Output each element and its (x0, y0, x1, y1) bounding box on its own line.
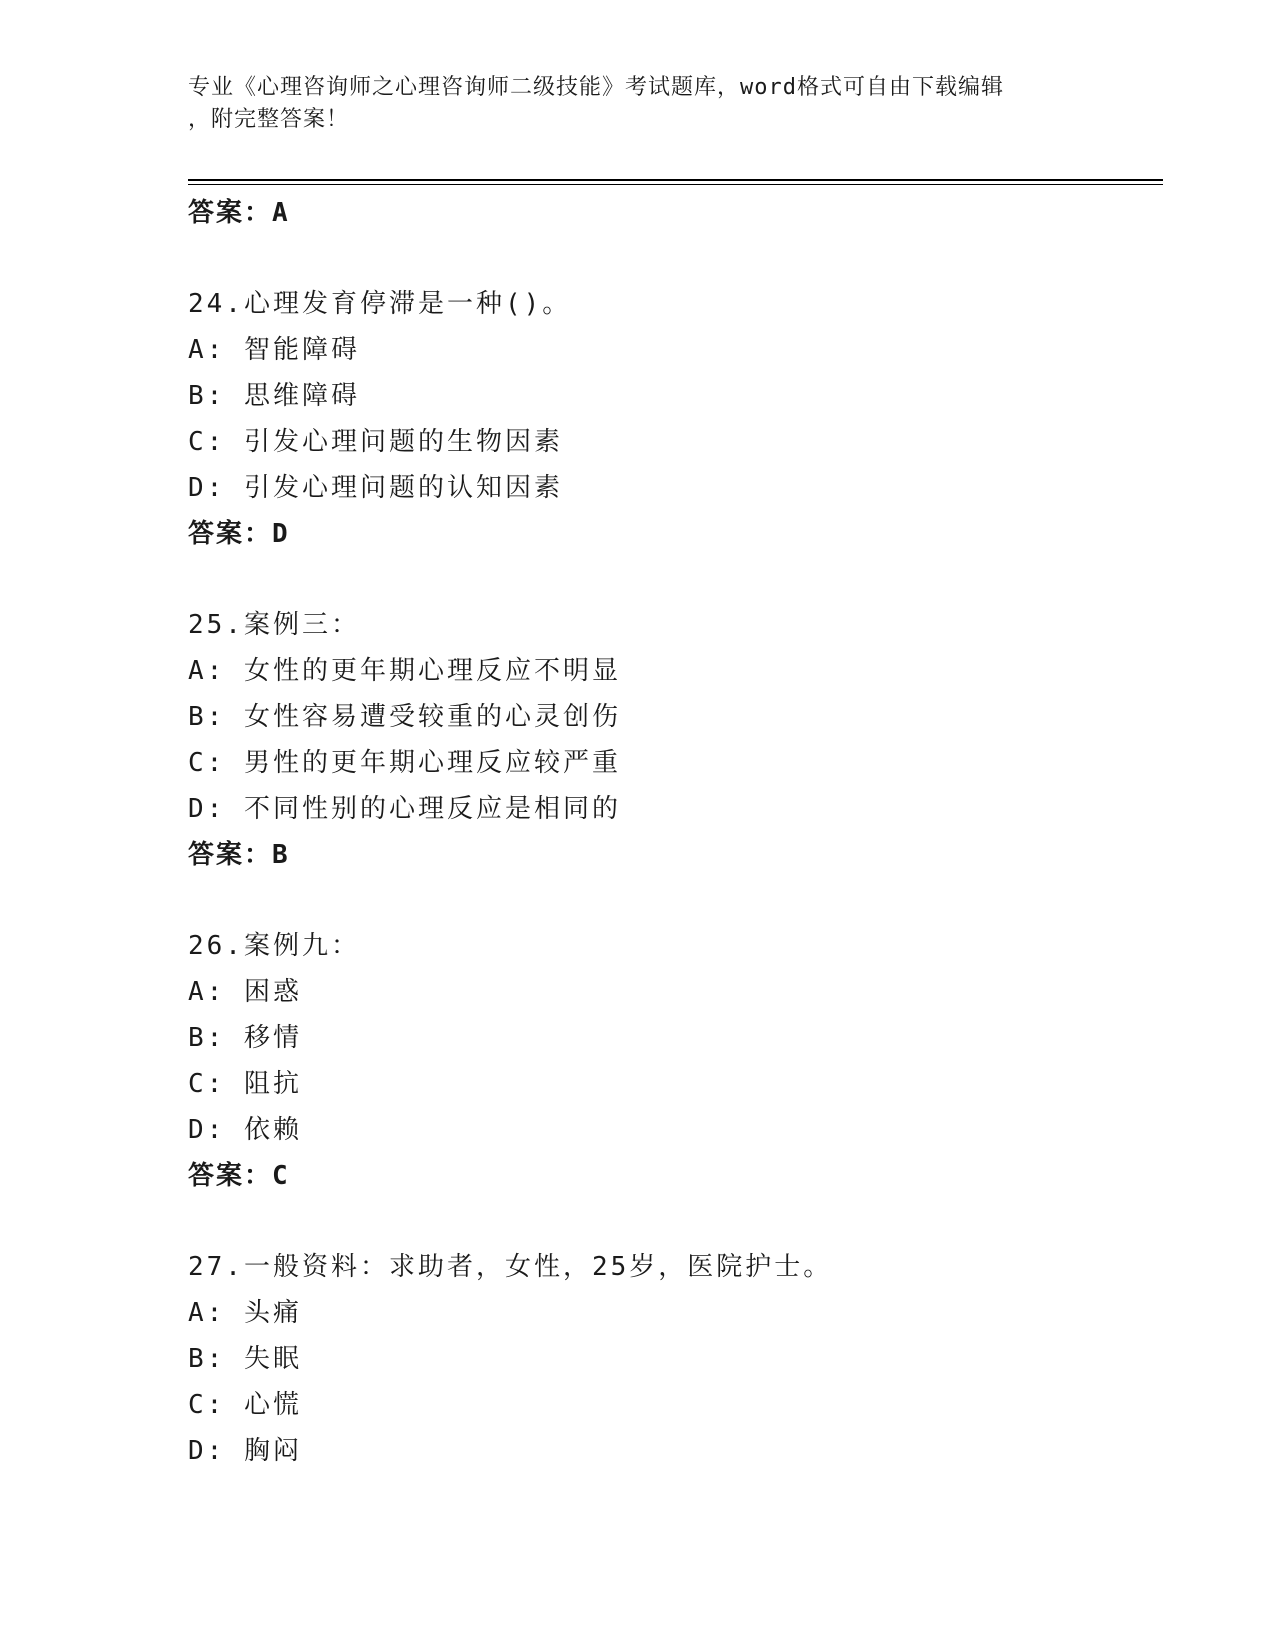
option-a: A: 女性的更年期心理反应不明显 (188, 656, 621, 686)
option-a: A: 智能障碍 (188, 335, 360, 365)
option-d: D: 不同性别的心理反应是相同的 (188, 794, 621, 824)
option-c: C: 阻抗 (188, 1069, 302, 1099)
option-d: D: 胸闷 (188, 1436, 302, 1466)
answer-line (188, 832, 1163, 878)
answer-value: B (272, 840, 290, 870)
answer-label: 答案： (188, 840, 273, 870)
option-b: B: 失眠 (188, 1344, 302, 1374)
question-stem: 24.心理发育停滞是一种()。 (188, 289, 572, 319)
header-divider-thin (188, 184, 1163, 185)
option-c: C: 男性的更年期心理反应较严重 (188, 748, 621, 778)
question-stem: 26.案例九： (188, 931, 360, 961)
answer-line (188, 511, 1163, 557)
option-b: B: 思维障碍 (188, 381, 360, 411)
option-b: B: 女性容易遭受较重的心灵创伤 (188, 702, 621, 732)
option-b: B: 移情 (188, 1023, 302, 1053)
header-line-1: 专业《心理咨询师之心理咨询师二级技能》考试题库，word格式可自由下载编辑 (188, 75, 1004, 100)
question-stem: 25.案例三： (188, 610, 360, 640)
header-line-2: ，附完整答案！ (188, 107, 350, 132)
answer-value: A (272, 198, 290, 228)
question-list (188, 190, 1163, 1474)
answer-value: D (272, 519, 290, 549)
answer-value: C (272, 1161, 290, 1191)
option-c: C: 心慌 (188, 1390, 302, 1420)
answer-label: 答案： (188, 1161, 273, 1191)
answer-label: 答案： (188, 519, 273, 549)
document-header (188, 72, 1068, 136)
option-d: D: 依赖 (188, 1115, 302, 1145)
answer-line (188, 190, 1163, 236)
option-a: A: 困惑 (188, 977, 302, 1007)
answer-line (188, 1153, 1163, 1199)
answer-label: 答案： (188, 198, 273, 228)
option-c: C: 引发心理问题的生物因素 (188, 427, 563, 457)
header-divider (188, 179, 1163, 181)
option-d: D: 引发心理问题的认知因素 (188, 473, 563, 503)
question-stem: 27.一般资料：求助者，女性，25岁，医院护士。 (188, 1252, 833, 1282)
option-a: A: 头痛 (188, 1298, 302, 1328)
